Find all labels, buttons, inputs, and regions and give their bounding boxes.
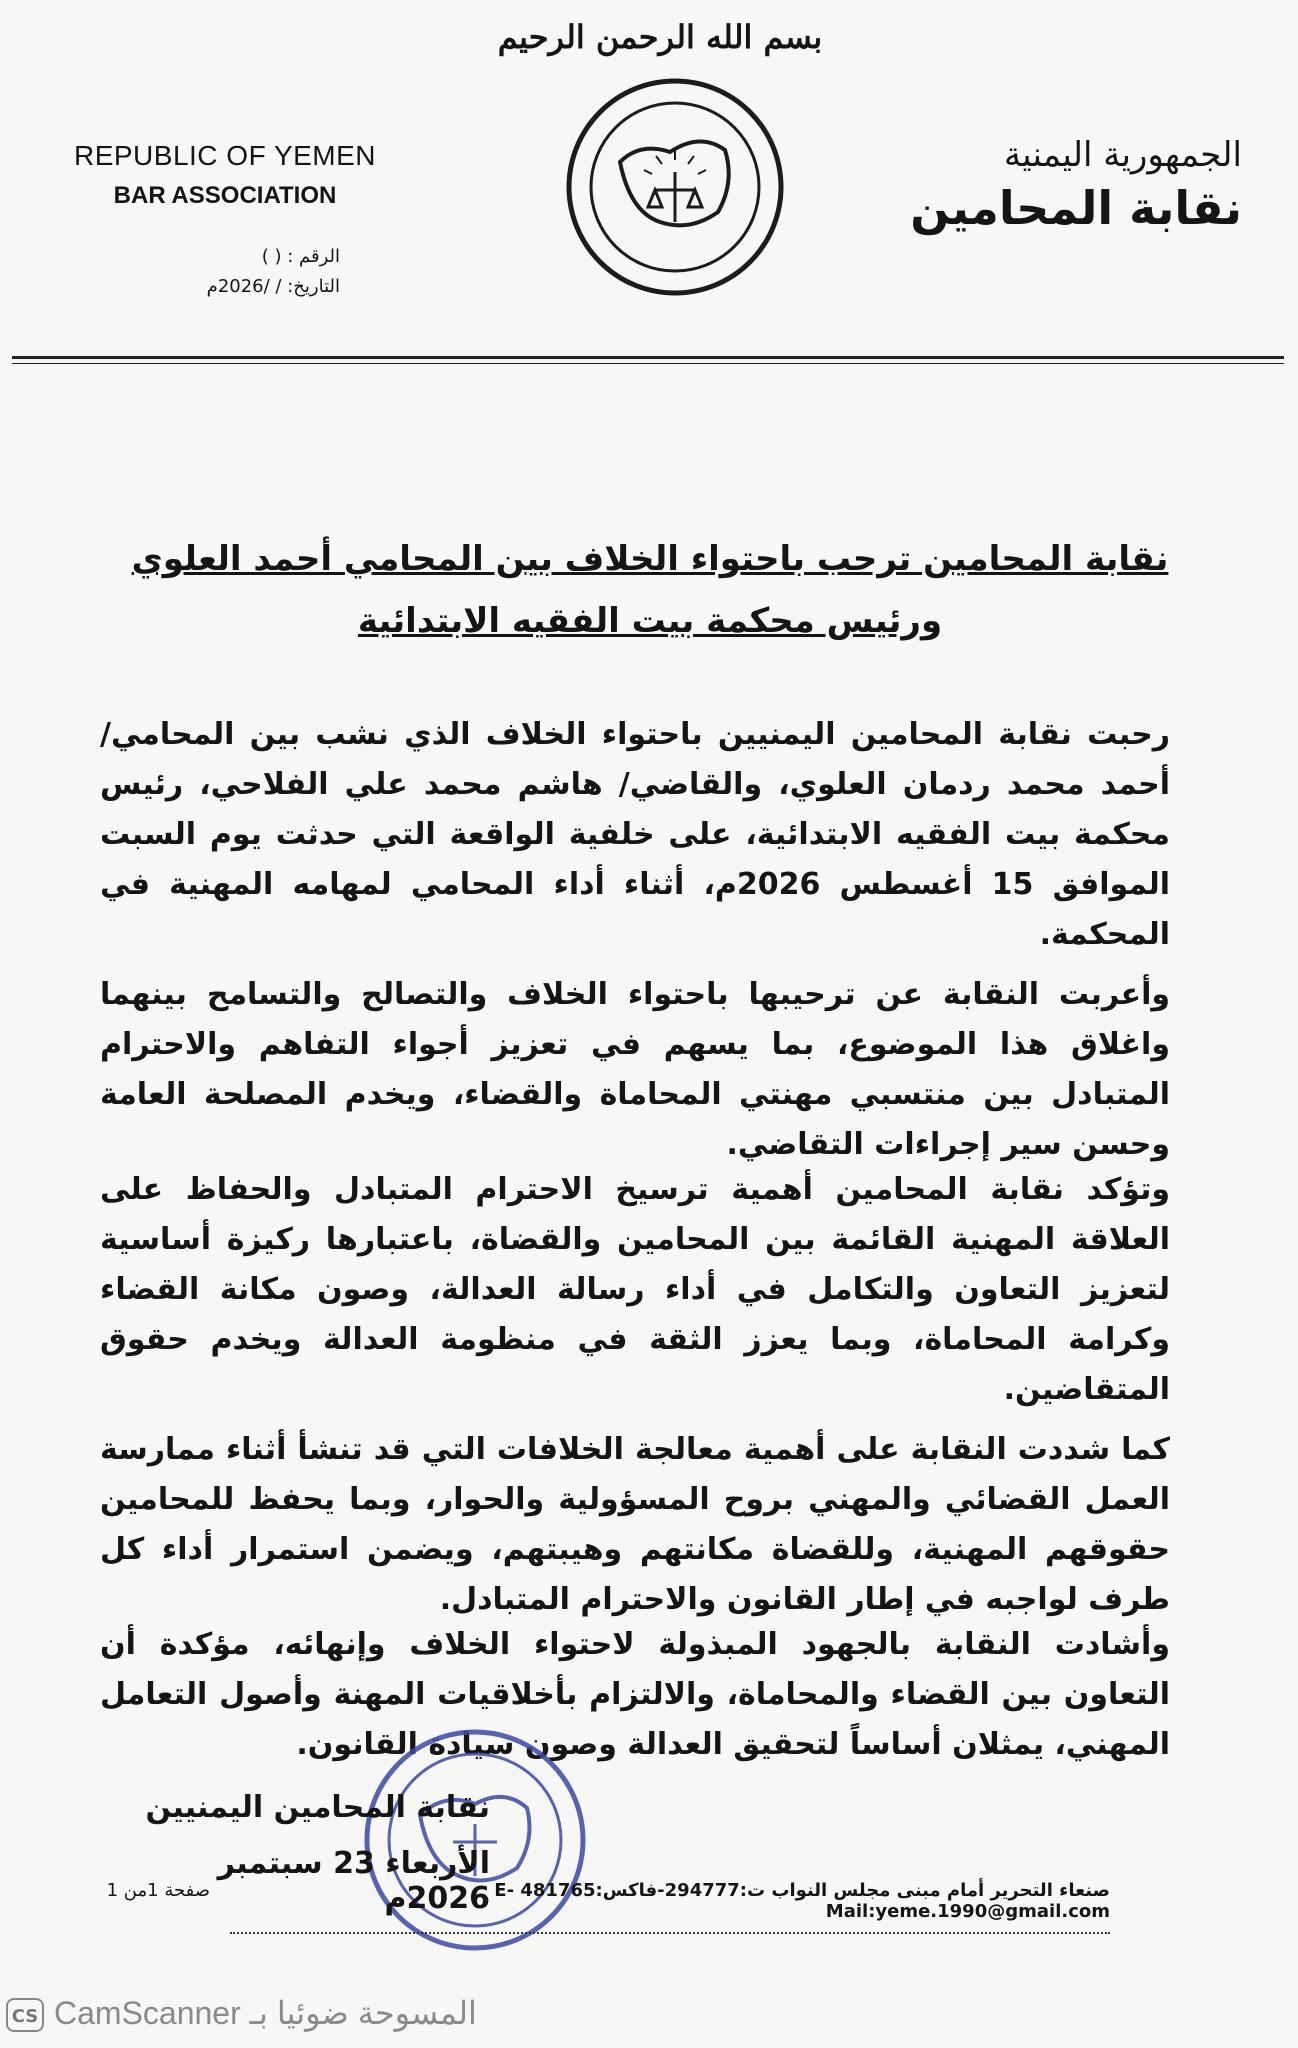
page-number: صفحة 1من 1 bbox=[106, 1880, 210, 1901]
reference-date: التاريخ: / /2026م bbox=[206, 276, 340, 297]
bar-association-emblem bbox=[560, 72, 790, 302]
camscanner-logo-icon: CS bbox=[6, 1998, 44, 2032]
footer-divider bbox=[230, 1932, 1110, 1934]
reference-block bbox=[180, 242, 340, 302]
paragraph-4: كما شددت النقابة على أهمية معالجة الخلافات التي قد تنشأ أثناء ممارسة العمل القضائي والمهني بروح المسؤولية والحوار، وبما يحفظ للمحامين حقوقهم المهنية، وللقضاة مكانتهم وهيبتهم، ويضمن استمرار أداء كل طرف لواجبه في إطار القانون والاحترام المتبادل. bbox=[100, 1432, 1170, 1617]
basmala: بسم الله الرحمن الرحيم bbox=[497, 18, 823, 56]
paragraph-1: رحبت نقابة المحامين اليمنيين باحتواء الخلاف الذي نشب بين المحامي/ أحمد محمد ردمان العلوي، والقاضي/ هاشم محمد علي الفلاحي، رئيس محكمة بيت الفقيه الابتدائية، على خلفية الواقعة التي حدثت يوم السبت الموافق 15 أغسطس 2026م، أثناء أداء المحامي لمهامه المهنية في المحكمة. bbox=[100, 717, 1171, 952]
paragraph-3: وتؤكد نقابة المحامين أهمية ترسيخ الاحترام المتبادل والحفاظ على العلاقة المهنية القائمة بين المحامين والقضاة، باعتبارها ركيزة أساسية لتعزيز التعاون والتكامل في أداء رسالة العدالة، وصون مكانة القضاء وكرامة المحاماة، وبما يعزز الثقة في منظومة العدالة ويخدم حقوق المتقاضين. bbox=[100, 1172, 1170, 1407]
paragraph-2: وأعربت النقابة عن ترحيبها باحتواء الخلاف والتصالح والتسامح بينهما واغلاق هذا الموضوع، بما يسهم في تعزيز أجواء التفاهم والاحترام المتبادل بين منتسبي مهنتي المحاماة والقضاء، ويخدم المصلحة العامة وحسن سير إجراءات التقاضي. bbox=[100, 977, 1170, 1162]
scanner-watermark bbox=[0, 1990, 620, 2040]
watermark-text: CamScanner المسوحة ضوئيا بـ bbox=[54, 1995, 477, 2031]
header-divider bbox=[12, 356, 1284, 359]
issue-date: الأربعاء 23 سبتمبر 2026م bbox=[217, 1846, 490, 1916]
paragraph-5: وأشادت النقابة بالجهود المبذولة لاحتواء الخلاف وإنهائه، مؤكدة أن التعاون بين القضاء والمحاماة، والالتزام بأخلاقيات المهنة وأصول التعامل المهني، يمثلان أساساً لتحقيق العدالة وصون سيادة القانون. bbox=[100, 1627, 1170, 1762]
statement-title: نقابة المحامين ترحب باحتواء الخلاف بين المحامي أحمد العلوي ورئيس محكمة بيت الفقيه الابتدائية bbox=[131, 539, 1169, 641]
reference-number: الرقم : ( ) bbox=[261, 246, 340, 267]
header-divider-thin bbox=[12, 363, 1284, 364]
country-name-ar: الجمهورية اليمنية bbox=[1003, 135, 1242, 175]
official-stamp bbox=[355, 1720, 595, 1960]
footer-address: صنعاء التحرير أمام مبنى مجلس النواب ت:294777-فاكس:481765 E-Mail:yeme.1990@gmail.com bbox=[494, 1880, 1110, 1922]
header-english bbox=[60, 140, 390, 210]
association-name-en: BAR ASSOCIATION bbox=[113, 182, 337, 209]
association-name-ar: نقابة المحامين bbox=[910, 181, 1242, 235]
signatory: نقابة المحامين اليمنيين bbox=[145, 1790, 490, 1825]
header-arabic bbox=[910, 135, 1242, 235]
country-name-en: REPUBLIC OF YEMEN bbox=[73, 140, 377, 171]
